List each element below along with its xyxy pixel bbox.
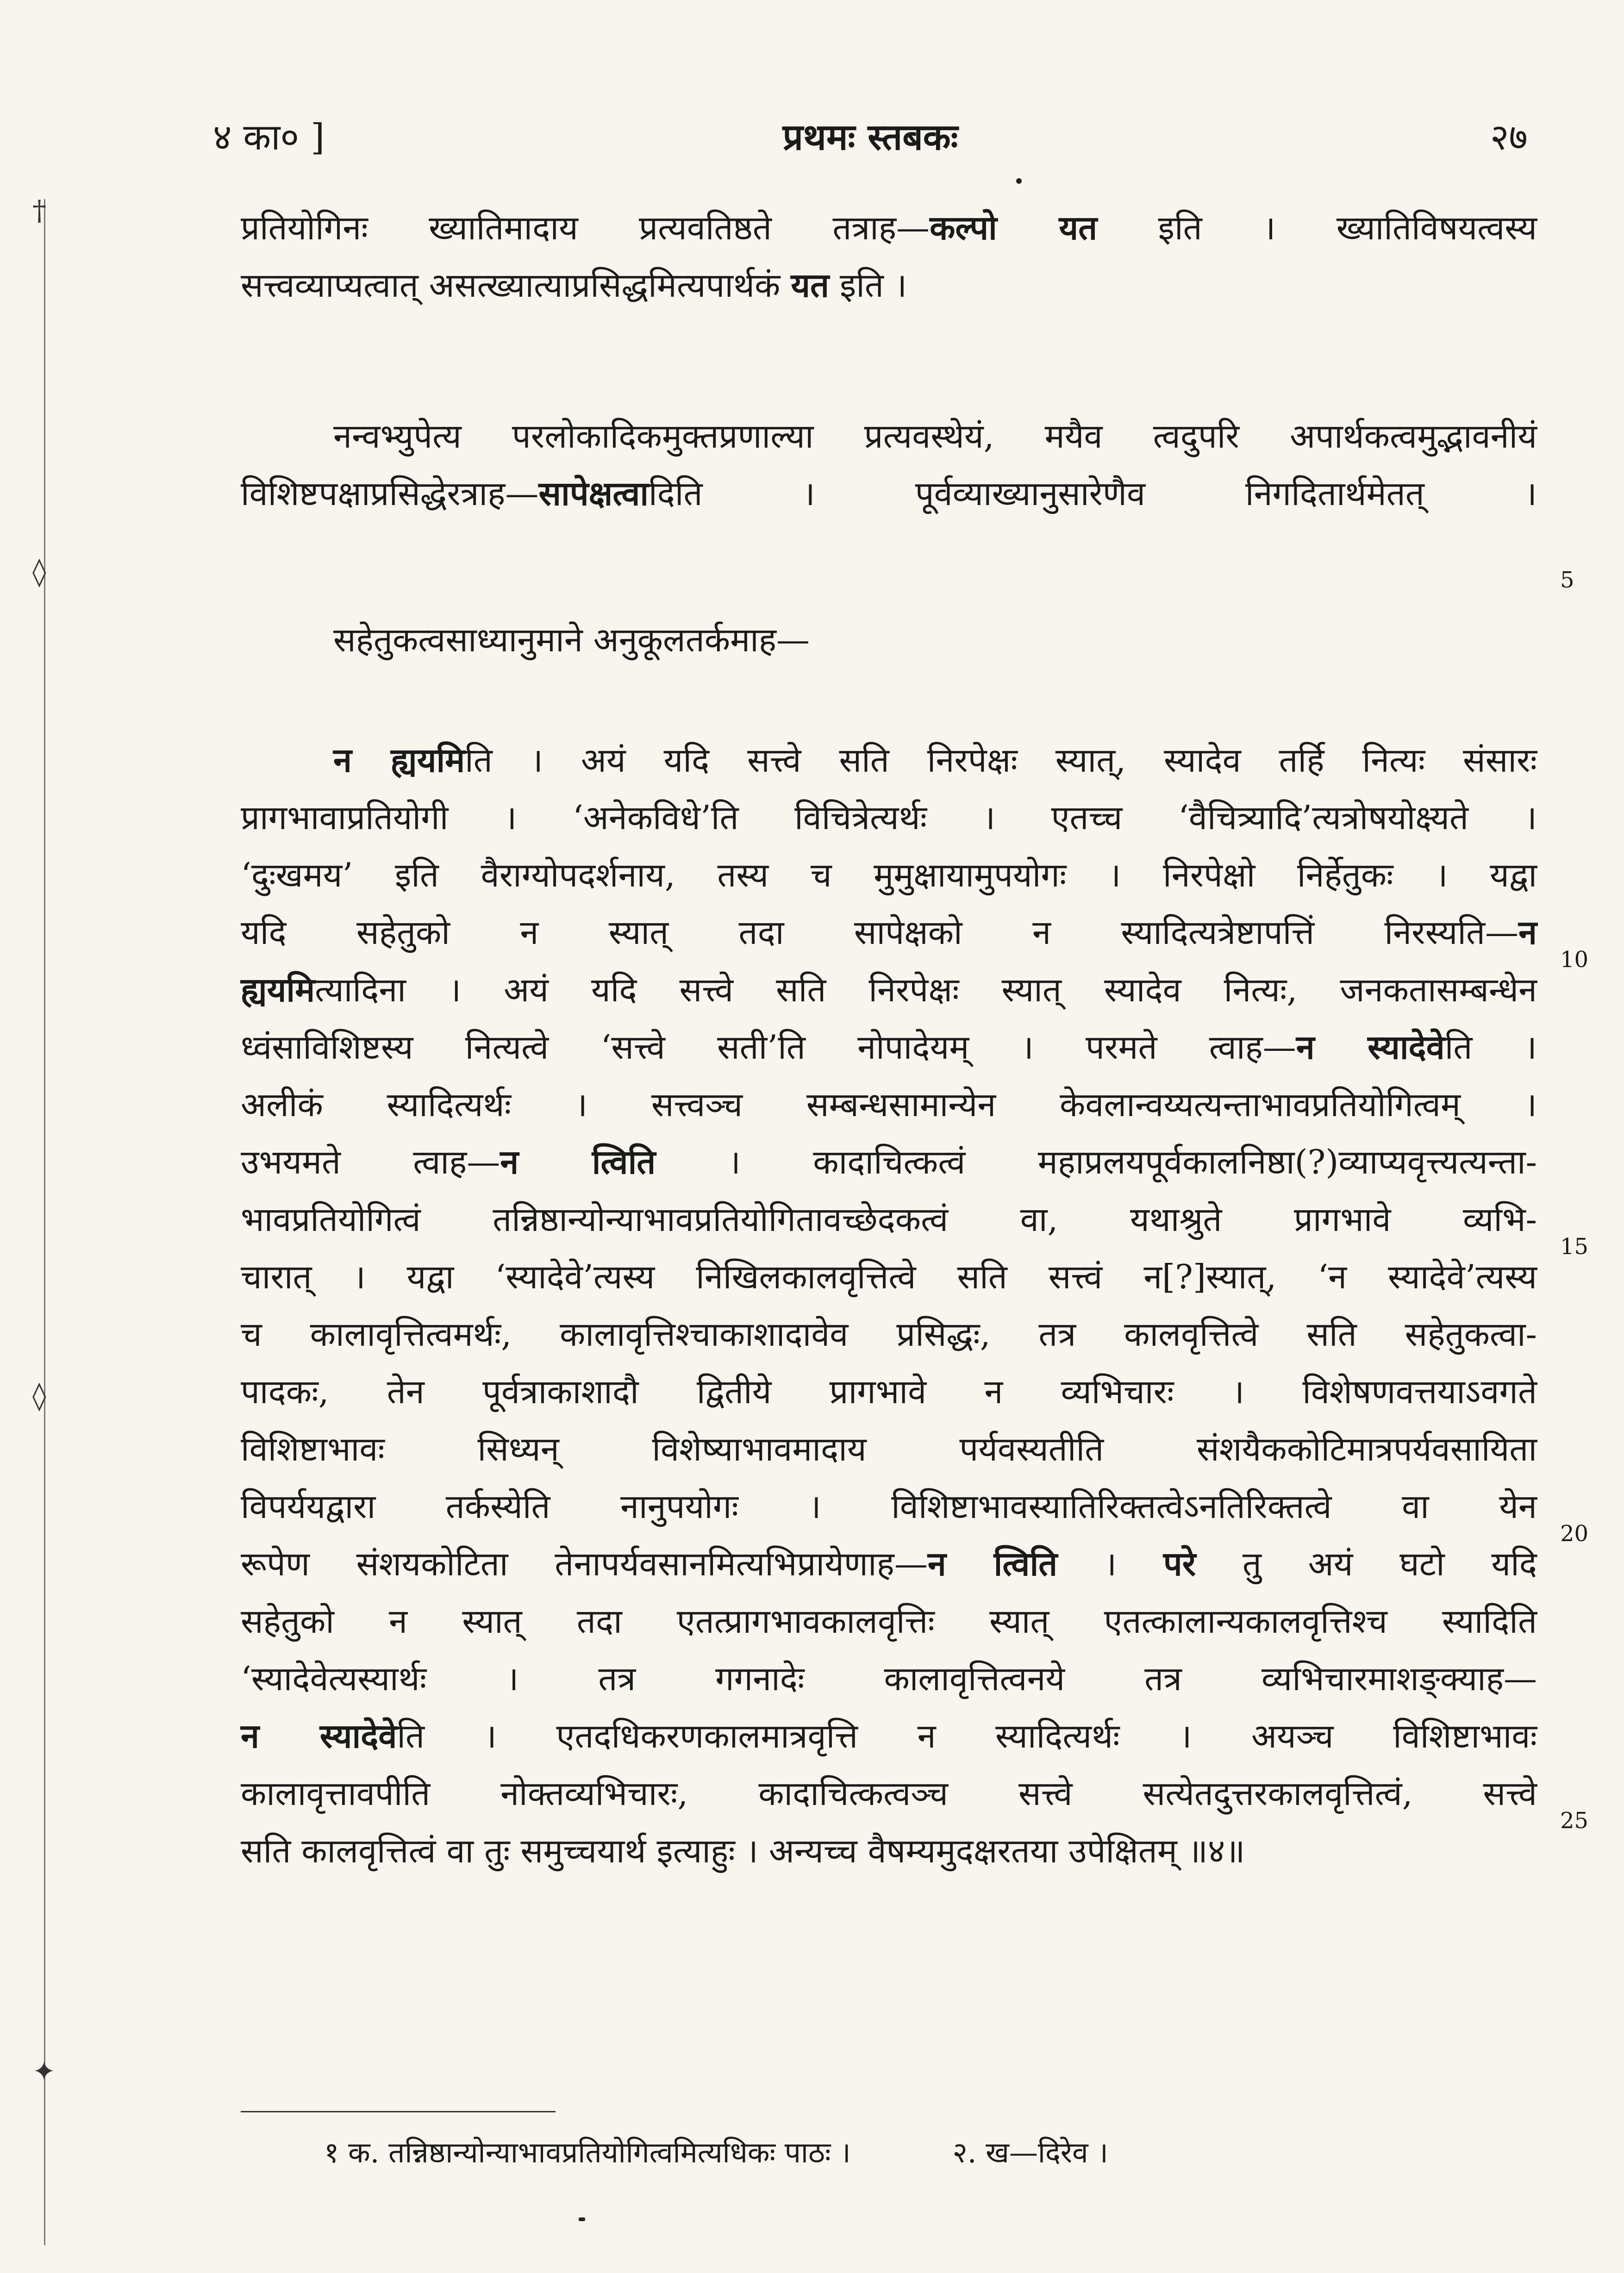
page-number: २७ (1490, 117, 1528, 158)
lemma-bold: न स्यादेवे (1296, 1027, 1445, 1067)
text-line: विशिष्टाभावः सिध्यन् विशेष्याभावमादाय पर्यवस्यतीति संशयैककोटिमात्रपर्यवसायिता (241, 1430, 1537, 1468)
paragraph-4 (241, 731, 1537, 1880)
text-line: सहेतुको न स्यात् तदा एतत्प्रागभावकालवृत्तिः स्यात् एतत्कालान्यकालवृत्तिश्च स्यादिति (241, 1602, 1537, 1641)
text-span: विशिष्टपक्षाप्रसिद्धेरत्राह— (241, 474, 539, 513)
text-line (241, 731, 1537, 789)
footnotes (324, 2129, 1481, 2176)
text-span: सत्त्वव्याप्यत्वात् असत्ख्यात्याप्रसिद्धमित्यपार्थकं (241, 266, 791, 305)
text-span: इति । ख्यातिविषयत्वस्य (1097, 208, 1537, 247)
lemma-bold: न (1518, 912, 1537, 952)
header-chapter-title: प्रथमः स्तबकः (782, 116, 958, 158)
text-span: दिति । पूर्वव्याख्यानुसारेणैव निगदितार्थमेतत् । (649, 474, 1537, 513)
text-line (241, 1707, 1537, 1765)
print-speck (1016, 178, 1022, 184)
text-span: उभयमते त्वाह— (241, 1143, 500, 1181)
text-line: नन्वभ्युपेत्य परलोकादिकमुक्तप्रणाल्या प्रत्यवस्थेयं, मयैव त्वदुपरि अपार्थकत्वमुद्भावनीयं (333, 417, 1537, 456)
text-line (241, 961, 1537, 1018)
paragraph-1 (241, 199, 1537, 314)
text-line: सति कालवृत्तित्वं वा तुः समुच्चयार्थ इत्याहुः । अन्यच्च वैषम्यमुदक्षरतया उपेक्षितम् ॥४॥ (241, 1831, 1245, 1870)
lemma-bold: न त्विति (500, 1142, 656, 1181)
text-line (241, 904, 1537, 961)
text-line (241, 1535, 1537, 1592)
paragraph-3 (241, 611, 1537, 668)
text-line: सहेतुकत्वसाध्यानुमाने अनुकूलतर्कमाह— (333, 620, 810, 659)
text-line (241, 465, 1537, 522)
text-span: । कादाचित्कत्वं महाप्रलयपूर्वकालनिष्ठा(?)व्याप्यवृत्त्यत्यन्ता- (656, 1143, 1537, 1181)
text-line: कालावृत्तावपीति नोक्तव्यभिचारः, कादाचित्कत्वञ्च सत्त्वे सत्येतदुत्तरकालवृत्तित्वं, सत्त्वे (241, 1774, 1537, 1813)
footnote-2: २. ख—दिरेव । (952, 2136, 1108, 2169)
text-line: अलीकं स्यादित्यर्थः । सत्त्वञ्च सम्बन्धसामान्येन केवलान्वय्यत्यन्ताभावप्रतियोगित्वम् । (241, 1085, 1537, 1124)
text-line (241, 1133, 1537, 1191)
running-header (213, 111, 1528, 167)
print-speck (579, 2217, 585, 2221)
margin-mark: ✦ (32, 2055, 56, 2088)
text-line: चारात् । यद्वा ‘स्यादेवे’त्यस्य निखिलकालवृत्तित्वे सति सत्त्वं न[?]स्यात्, ‘न स्यादेवे’त्यस्य (241, 1257, 1537, 1296)
line-number: 10 (1560, 947, 1589, 973)
lemma-bold: ह्ययमि (241, 970, 315, 1009)
paragraph-2 (241, 407, 1537, 522)
line-number: 20 (1560, 1521, 1589, 1547)
margin-mark: ◊ (32, 556, 46, 588)
line-number: 15 (1560, 1234, 1589, 1260)
header-section-ref: ४ का० ] (213, 117, 325, 158)
text-span: ध्वंसाविशिष्टस्य नित्यत्वे ‘सत्त्वे सती’ति नोपादेयम् । परमते त्वाह— (241, 1028, 1296, 1067)
lemma-bold: परे (1163, 1544, 1196, 1583)
text-span: तु अयं घटो यदि (1196, 1544, 1537, 1583)
text-span: । (1057, 1544, 1163, 1583)
text-line: भावप्रतियोगित्वं तन्निष्ठान्योन्याभावप्रतियोगितावच्छेदकत्वं वा, यथाश्रुते प्रागभावे व्यभि- (241, 1200, 1537, 1239)
line-number: 5 (1560, 567, 1574, 593)
footnote-rule (241, 2111, 556, 2112)
text-line: ‘स्यादेवेत्यस्यार्थः । तत्र गगनादेः कालावृत्तित्वनये तत्र व्यभिचारमाशङ्क्याह— (241, 1659, 1537, 1698)
text-span: यदि सहेतुको न स्यात् तदा सापेक्षको न स्यादित्यत्रेष्टापत्तिं निरस्यति— (241, 913, 1519, 952)
text-line: ‘दुःखमय’ इति वैराग्योपदर्शनाय, तस्य च मुमुक्षायामुपयोगः । निरपेक्षो निर्हेतुकः । यद्वा (241, 855, 1537, 894)
binding-margin-line (44, 199, 45, 2245)
line-number: 25 (1560, 1808, 1589, 1834)
text-span: प्रतियोगिनः ख्यातिमादाय प्रत्यवतिष्ठते तत्राह— (241, 208, 930, 247)
text-line (241, 256, 1537, 314)
text-line: च कालावृत्तित्वमर्थः, कालावृत्तिश्चाकाशादावेव प्रसिद्धः, तत्र कालवृत्तित्वे सति सहेतुकत्वा- (241, 1315, 1537, 1354)
text-span: ति । एतदधिकरणकालमात्रवृत्ति न स्यादित्यर्थः । अयञ्च विशिष्टाभावः (397, 1717, 1537, 1755)
text-span: त्यादिना । अयं यदि सत्त्वे सति निरपेक्षः स्यात् स्यादेव नित्यः, जनकतासम्बन्धेन (315, 970, 1537, 1009)
text-line: पादकः, तेन पूर्वत्राकाशादौ द्वितीये प्रागभावे न व्यभिचारः । विशेषणवत्तयाऽवगते (241, 1372, 1537, 1411)
text-span: इति । (829, 266, 907, 305)
footnote-1: १ क. तन्निष्ठान्योन्याभावप्रतियोगित्वमित्यधिकः पाठः । (324, 2136, 851, 2169)
text-line (241, 1018, 1537, 1076)
text-line: प्रागभावाप्रतियोगी । ‘अनेकविधे’ति विचित्रेत्यर्थः । एतच्च ‘वैचित्र्यादि’त्यत्रोषयोक्ष्यते । (241, 798, 1537, 837)
text-line (241, 199, 1537, 256)
text-span: रूपेण संशयकोटिता तेनापर्यवसानमित्यभिप्रायेणाह— (241, 1544, 928, 1583)
margin-mark: ◊ (32, 1380, 46, 1412)
lemma-bold: यत (791, 265, 830, 305)
lemma-bold: न त्विति (927, 1544, 1058, 1583)
lemma-bold: न ह्ययमि (333, 740, 465, 780)
lemma-bold: सापेक्षत्वा (538, 474, 649, 513)
lemma-bold: न स्यादेवे (241, 1716, 397, 1755)
text-span: ति । (1444, 1028, 1537, 1067)
text-span: ति । अयं यदि सत्त्वे सति निरपेक्षः स्यात्, स्यादेव तर्हि नित्यः संसारः (465, 741, 1537, 780)
margin-mark: † (32, 194, 46, 227)
lemma-bold: कल्पो यत (930, 208, 1098, 247)
text-line: विपर्ययद्वारा तर्कस्येति नानुपयोगः । विशिष्टाभावस्यातिरिक्तत्वेऽनतिरिक्तत्वे वा येन (241, 1487, 1537, 1526)
